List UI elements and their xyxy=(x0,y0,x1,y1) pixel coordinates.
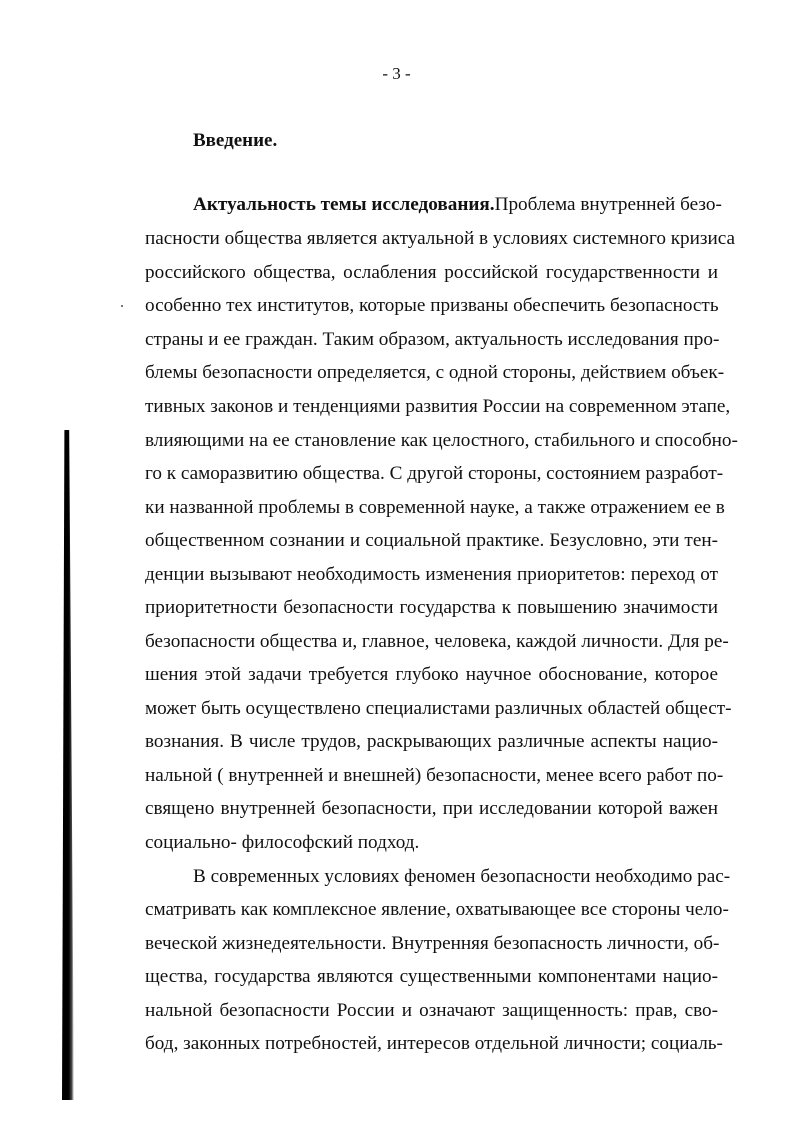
lead-phrase: Актуальность темы исследования. xyxy=(193,194,495,215)
text-line: российского общества, ослабления российской государственности и xyxy=(145,262,718,283)
text-line: шения этой задачи требуется глубоко научное обоснование, которое xyxy=(145,664,718,685)
text-line: Актуальность темы исследования.Проблема внутренней безо- xyxy=(193,194,722,215)
text-line: священо внутренней безопасности, при исследовании которой важен xyxy=(145,798,718,819)
text-line: нальной безопасности России и означают защищенность: прав, сво- xyxy=(145,1000,718,1021)
text-line: влияющими на ее становление как целостного, стабильного и способно- xyxy=(145,430,738,451)
text-line: ки названной проблемы в современной науке, а также отражением ее в xyxy=(145,497,725,518)
text-line: особенно тех институтов, которые призваны обеспечить безопасность xyxy=(145,295,719,316)
text-line: го к саморазвитию общества. С другой стороны, состоянием разработ- xyxy=(145,463,724,484)
text-line: приоритетности безопасности государства к повышению значимости xyxy=(145,597,718,618)
section-heading: Введение. xyxy=(193,130,278,151)
text-line: щества, государства являются существенными компонентами нацио- xyxy=(145,966,718,987)
text-line: социально- философский подход. xyxy=(145,832,420,853)
text-line: сматривать как комплексное явление, охватывающее все стороны чело- xyxy=(145,899,729,920)
page-number: - 3 - xyxy=(382,64,411,83)
text-line: веческой жизнедеятельности. Внутренняя безопасность личности, об- xyxy=(145,933,720,954)
text-line: страны и ее граждан. Таким образом, актуальность исследования про- xyxy=(145,329,720,350)
text-line: денции вызывают необходимость изменения приоритетов: переход от xyxy=(145,564,718,585)
text-line: безопасности общества и, главное, человека, каждой личности. Для ре- xyxy=(145,631,729,652)
text-line: В современных условиях феномен безопасности необходимо рас- xyxy=(193,866,731,887)
scan-speck xyxy=(121,305,123,307)
scan-edge-shadow xyxy=(62,430,74,1100)
text-line: блемы безопасности определяется, с одной стороны, действием объек- xyxy=(145,362,725,383)
text-line: вознания. В числе трудов, раскрывающих различные аспекты нацио- xyxy=(145,731,718,752)
text-line: может быть осуществлено специалистами различных областей общест- xyxy=(145,698,732,719)
text-line: нальной ( внутренней и внешней) безопасности, менее всего работ по- xyxy=(145,765,724,786)
text-line: пасности общества является актуальной в условиях системного кризиса xyxy=(145,228,736,249)
text-line: бод, законных потребностей, интересов отдельной личности; социаль- xyxy=(145,1033,723,1054)
text-line: тивных законов и тенденциями развития России на современном этапе, xyxy=(145,396,731,417)
text-line: общественном сознании и социальной практике. Безусловно, эти тен- xyxy=(145,530,718,551)
